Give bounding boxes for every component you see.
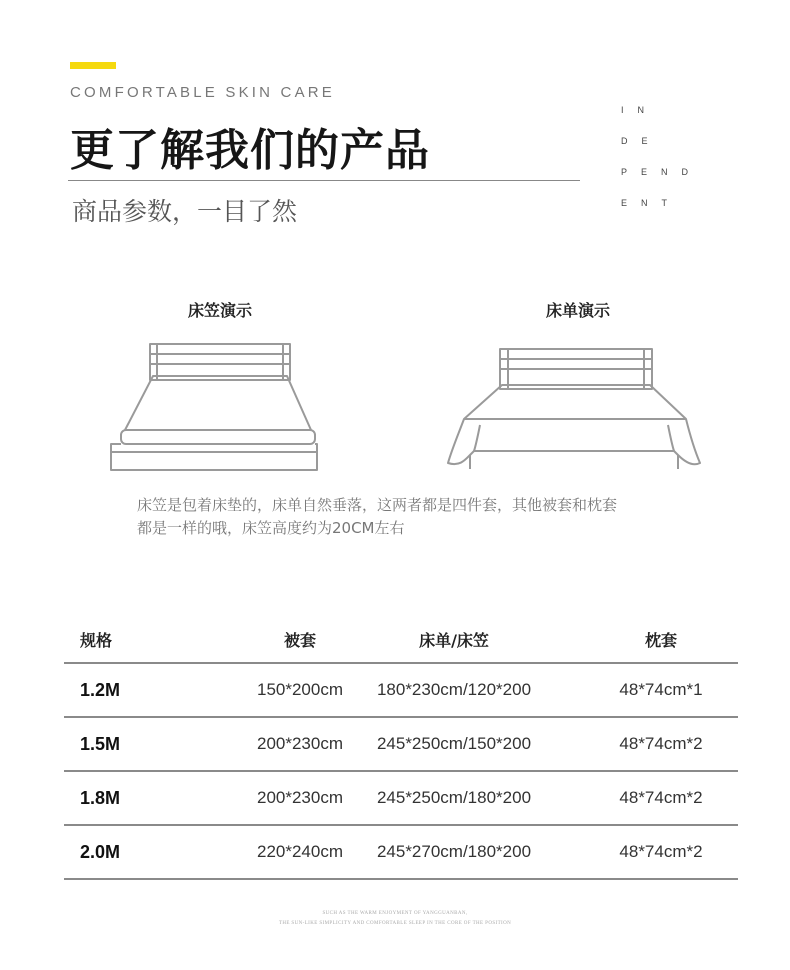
table-row xyxy=(64,824,738,880)
side-word: DE xyxy=(621,136,662,146)
demo-description xyxy=(137,494,697,540)
flat-sheet-title: 床单演示 xyxy=(545,301,610,320)
page-subtitle: 商品参数，一目了然 xyxy=(72,197,298,226)
fitted-sheet-bed-illustration xyxy=(105,340,325,476)
cell-sheet: 245*270cm/180*200 xyxy=(376,842,532,861)
cell-spec: 1.8M xyxy=(80,788,121,808)
cell-pillowcase: 48*74cm*1 xyxy=(619,680,703,699)
flat-sheet-bed-illustration xyxy=(440,345,705,475)
cell-spec: 1.2M xyxy=(80,680,121,700)
side-word: PEND xyxy=(621,167,703,177)
cell-sheet: 245*250cm/180*200 xyxy=(376,788,532,807)
header-spec: 规格 xyxy=(80,631,113,650)
table-row xyxy=(64,716,738,770)
cell-duvet: 220*240cm xyxy=(256,842,343,861)
cell-duvet: 200*230cm xyxy=(256,734,343,753)
page-title: 更了解我们的产品 xyxy=(70,125,430,176)
fitted-sheet-title: 床笠演示 xyxy=(187,301,252,320)
description-line: 床笠是包着床垫的，床单自然垂落，这两者都是四件套，其他被套和枕套 xyxy=(137,496,618,514)
cell-spec: 2.0M xyxy=(80,842,121,862)
header-duvet: 被套 xyxy=(283,631,316,650)
cell-spec: 1.5M xyxy=(80,734,121,754)
side-word: ENT xyxy=(621,198,681,208)
header-pillowcase: 枕套 xyxy=(644,631,677,650)
cell-pillowcase: 48*74cm*2 xyxy=(619,734,703,753)
footer-line: SUCH AS THE WARM ENJOYMENT OF YANGGUANBAN, xyxy=(322,911,468,916)
eyebrow-text: COMFORTABLE SKIN CARE xyxy=(70,84,336,101)
table-header xyxy=(64,622,738,662)
title-divider xyxy=(68,180,580,181)
cell-pillowcase: 48*74cm*2 xyxy=(619,788,703,807)
cell-sheet: 180*230cm/120*200 xyxy=(376,680,532,699)
spec-table xyxy=(64,622,738,880)
description-line: 都是一样的哦，床笠高度约为20CM左右 xyxy=(137,519,405,537)
side-word: IN xyxy=(621,105,658,115)
cell-duvet: 200*230cm xyxy=(256,788,343,807)
side-word-stack xyxy=(621,104,702,228)
cell-sheet: 245*250cm/150*200 xyxy=(376,734,532,753)
table-row xyxy=(64,662,738,716)
header-sheet: 床单/床笠 xyxy=(419,631,489,650)
cell-pillowcase: 48*74cm*2 xyxy=(619,842,703,861)
accent-bar xyxy=(70,62,116,69)
footer-line: THE SUN-LIKE SIMPLICITY AND COMFORTABLE SLEEP IN THE CORE OF THE POSITION xyxy=(278,921,512,926)
cell-duvet: 150*200cm xyxy=(256,680,343,699)
table-row xyxy=(64,770,738,824)
